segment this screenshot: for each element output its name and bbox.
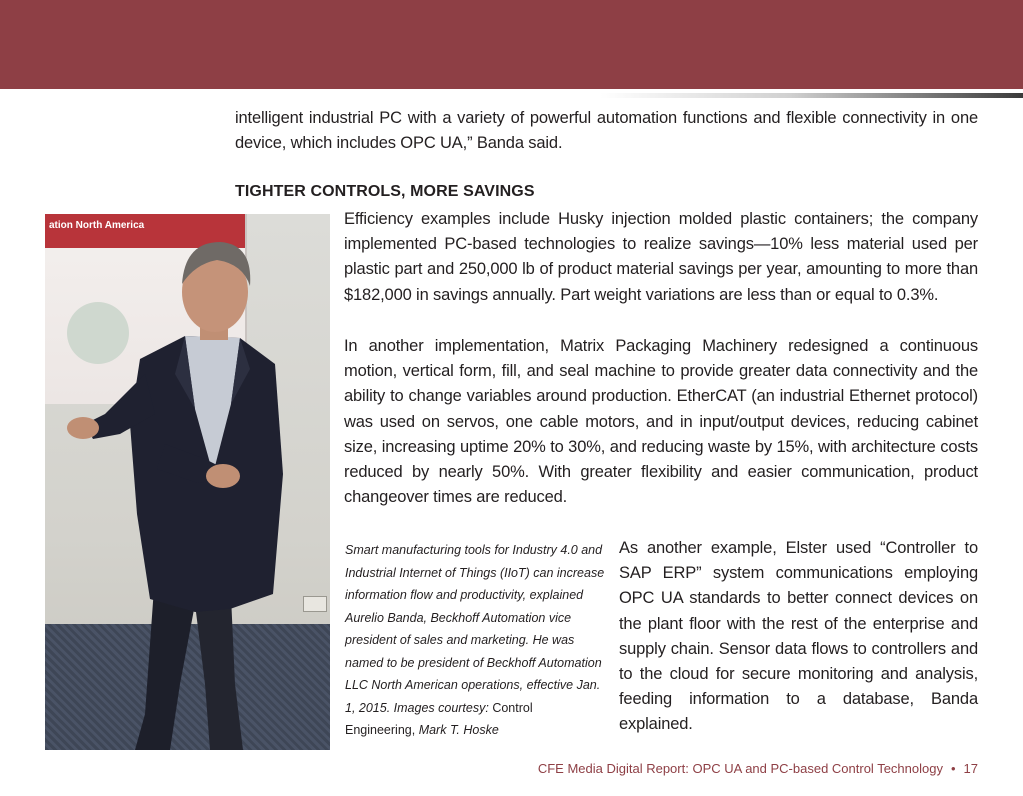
slide-title: ation North America — [49, 220, 145, 231]
section-heading: TIGHTER CONTROLS, MORE SAVINGS — [235, 183, 535, 200]
caption-credit-publication: Control Engineering, — [345, 700, 533, 737]
presenter-figure — [45, 214, 330, 750]
matrix-paragraph: In another implementation, Matrix Packaging Machinery redesigned a continuous motion, vertical form, fill, and seal machine to provide greater data connectivity and the ability to change variables around production. EtherCAT (an industrial Ethernet protocol) was used on servos, one cable motors, and in input/output devices, reducing cabinet size, increasing uptime 20% to 30%, and reducing waste by 15%, with architecture costs reduced by nearly 50%. With greater flexibility and easier communication, product changeover times are reduced. — [344, 337, 978, 507]
photo-caption — [345, 539, 605, 742]
page-footer — [538, 761, 978, 776]
page-number: 17 — [963, 761, 978, 776]
caption-text: Smart manufacturing tools for Industry 4.0 and Industrial Internet of Things (IIoT) can increase information flow and productivity, explained Aurelio Banda, Beckhoff Automation vice president of sales and marketing. He was named to be president of Beckhoff Automation LLC North American operations, effective Jan. 1, 2015. Images courtesy: — [345, 543, 605, 715]
footer-report-title: CFE Media Digital Report: OPC UA and PC-based Control Technology — [537, 761, 943, 776]
banner-gradient-rule — [600, 93, 1023, 98]
efficiency-paragraph: Efficiency examples include Husky injection molded plastic containers; the company implemented PC-based technologies to realize savings—10% less material used per plastic part and 250,000 lb of product material savings per year, amounting to more than $182,000 in savings annually. Part weight variations are less than or equal to 0.3%. — [344, 210, 978, 304]
elster-paragraph: As another example, Elster used “Controller to SAP ERP” system communications employing OPC UA standards to better connect devices on the plant floor with the rest of the enterprise and supply chain. Sensor data flows to controllers and to the cloud for secure monitoring and analysis, feeding information to a database, Banda explained. — [619, 539, 978, 734]
top-banner — [0, 0, 1023, 89]
presenter-photo — [45, 214, 330, 750]
intro-paragraph: intelligent industrial PC with a variety of powerful automation functions and flexible connectivity in one device, which includes OPC UA,” Banda said. — [235, 109, 978, 153]
caption-credit-name: Mark T. Hoske — [418, 723, 499, 737]
footer-separator: • — [950, 761, 956, 776]
